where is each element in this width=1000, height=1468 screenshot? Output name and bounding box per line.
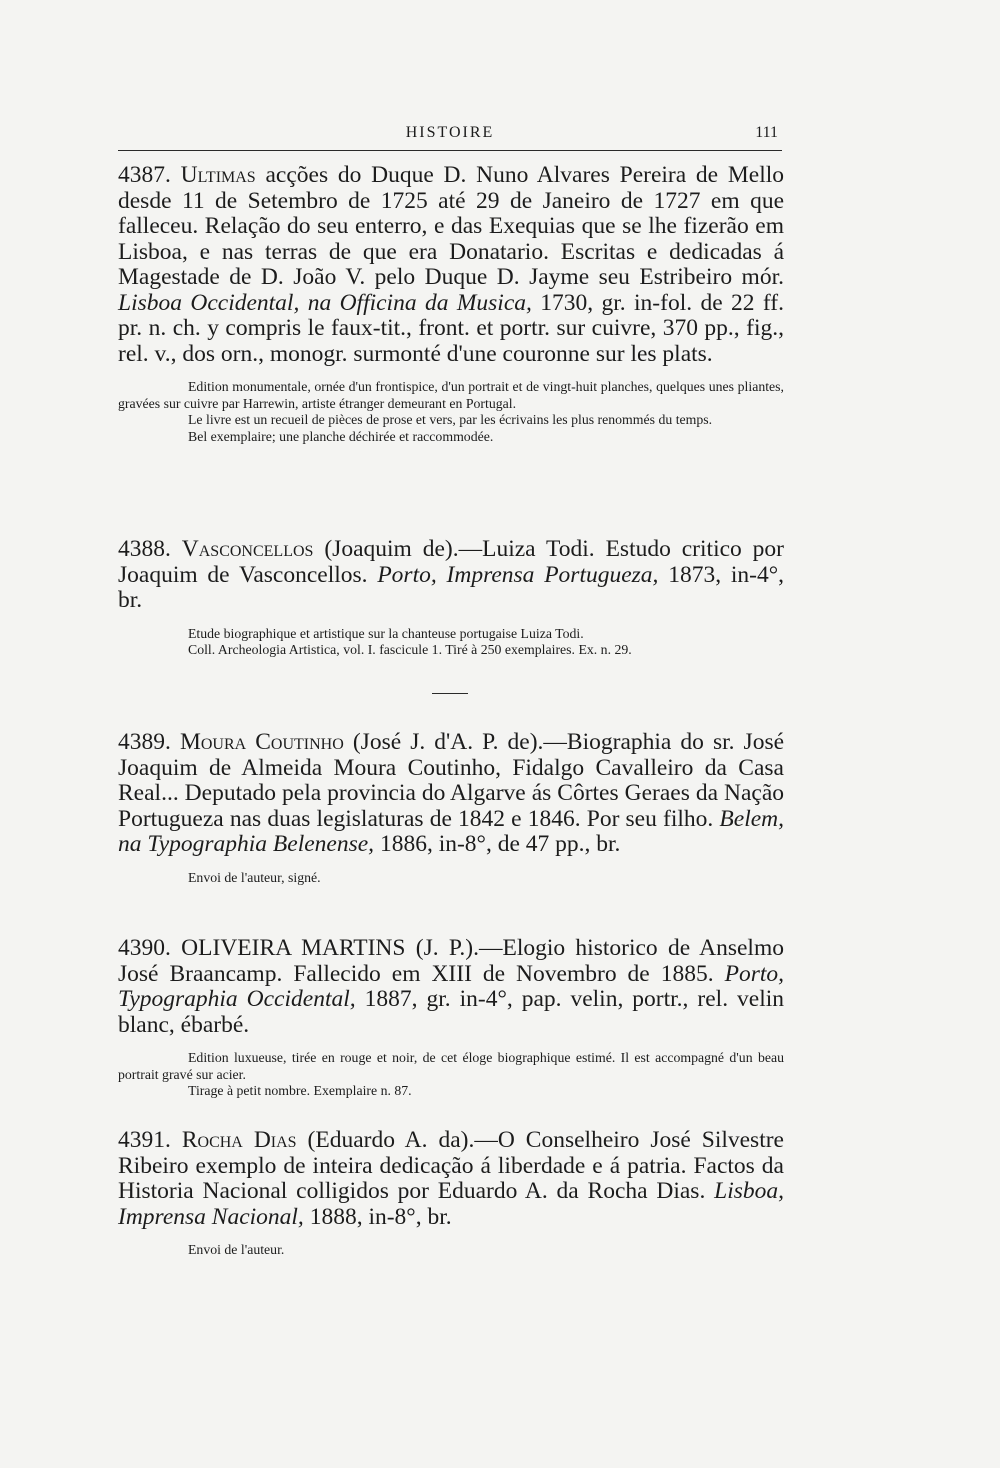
entry-imprint: Belem, na Typographia Belenense, — [118, 805, 784, 857]
entry-4390 — [118, 936, 784, 1100]
entry-text: (Joaquim de).—Luiza Todi. Estudo critico por Joaquim de Vasconcellos. — [118, 536, 784, 588]
entry-notes — [118, 870, 784, 887]
entry-imprint: Porto, Imprensa Portugueza, — [377, 561, 659, 588]
entry-text: acções do Duque D. Nuno Alvares Pereira de Mello desde 11 de Setembro de 1725 até 29 de Janeiro de 1727 em que falleceu. Relação do seu enterro, e das Exequias que se lhe fizerão em Lisboa, e nas terras de que era Donatario. Escritas e dedicadas á Magestade de D. João V. pelo Duque D. Jayme seu Estribeiro mór. — [118, 162, 785, 290]
entry-4391 — [118, 1128, 784, 1259]
entry-note: Tirage à petit nombre. Exemplaire n. 87. — [188, 1083, 412, 1098]
page-number: 111 — [755, 124, 778, 141]
entry-notes — [118, 626, 784, 659]
entry-author: Moura Coutinho — [179, 729, 344, 755]
entry-number: 4388. — [118, 536, 171, 562]
entry-main-text — [118, 537, 784, 614]
entry-text: (J. P.).—Elogio historico de Anselmo José Braancamp. Fallecido em XIII de Novembro de 1885. — [118, 935, 784, 987]
entry-note: Etude biographique et artistique sur la chanteuse portugaise Luiza Todi. — [188, 625, 584, 641]
entry-imprint: Lisboa Occidental, na Officina da Musica, — [118, 289, 532, 316]
entry-text: (Eduardo A. da).—O Conselheiro José Silvestre Ribeiro exemplo de inteira dedicação á liberdade e á patria. Factos da Historia Nacional colligidos por Eduardo A. da Rocha Dias. — [118, 1127, 784, 1204]
entry-note: Le livre est un recueil de pièces de prose et vers, par les écrivains les plus renommés du temps. — [188, 412, 713, 427]
entry-note: Bel exemplaire; une planche déchirée et raccommodée. — [188, 428, 494, 444]
entry-number: 4387. — [118, 162, 171, 188]
entry-author: Ultimas — [180, 162, 256, 188]
entry-number: 4389. — [118, 729, 171, 755]
entry-main-text — [118, 936, 784, 1038]
entry-note: Envoi de l'auteur, signé. — [188, 869, 321, 885]
entry-note: Envoi de l'auteur. — [188, 1242, 285, 1257]
entry-note: Coll. Archeologia Artistica, vol. I. fascicule 1. Tiré à 250 exemplaires. Ex. n. 29. — [188, 642, 632, 657]
entry-text: (José J. d'A. P. de).—Biographia do sr. José Joaquim de Almeida Moura Coutinho, Fidalgo Cavalleiro da Casa Real... Deputado pela provincia do Algarve ás Côrtes Geraes da Nação Portugueza nas duas legislaturas de 1842 e 1846. Por seu filho. — [118, 729, 785, 832]
entry-imprint: Porto, Typographia Occidental, — [118, 960, 785, 1012]
entry-main-text — [118, 730, 784, 858]
entry-4388 — [118, 537, 784, 659]
entry-notes — [118, 379, 784, 445]
header-title: HISTOIRE — [405, 124, 495, 141]
entry-main-text — [118, 1128, 784, 1230]
entry-notes — [118, 1050, 784, 1100]
entry-text-after: 1886, in-8°, de 47 pp., br. — [379, 831, 621, 857]
entry-text-after: 1887, gr. in-4°, pap. velin, portr., rel. velin blanc, ébarbé. — [118, 986, 785, 1038]
entry-text-after: 1873, in-4°, br. — [118, 561, 785, 613]
entry-number: 4391. — [118, 1127, 171, 1153]
entry-main-text — [118, 163, 784, 367]
entry-text-after: 1730, gr. in-fol. de 22 ff. pr. n. ch. y compris le faux-tit., front. et portr. sur cuivre, 370 pp., fig., rel. v., dos orn., monogr. surmonté d'une couronne sur les plats. — [118, 289, 785, 367]
entry-imprint: Lisboa, Imprensa Nacional, — [118, 1178, 785, 1230]
entry-note: Edition monumentale, ornée d'un frontispice, d'un portrait et de vingt-huit planches, quelques unes pliantes, gravées sur cuivre par Harrewin, artiste étranger demeurant en Portugal. — [118, 379, 784, 411]
entry-text-after: 1888, in-8°, br. — [309, 1203, 452, 1230]
entry-notes — [118, 1242, 784, 1259]
section-divider — [432, 693, 468, 694]
entry-author: Rocha Dias — [181, 1127, 297, 1153]
running-header — [118, 120, 782, 151]
entry-note: Edition luxueuse, tirée en rouge et noir, de cet éloge biographique estimé. Il est accompagné d'un beau portrait gravé sur acier. — [118, 1050, 784, 1082]
entry-4389 — [118, 730, 784, 886]
entry-author: OLIVEIRA MARTINS — [181, 935, 406, 961]
entry-number: 4390. — [118, 935, 171, 961]
entry-4387 — [118, 163, 784, 445]
entry-author: Vasconcellos — [181, 536, 314, 562]
